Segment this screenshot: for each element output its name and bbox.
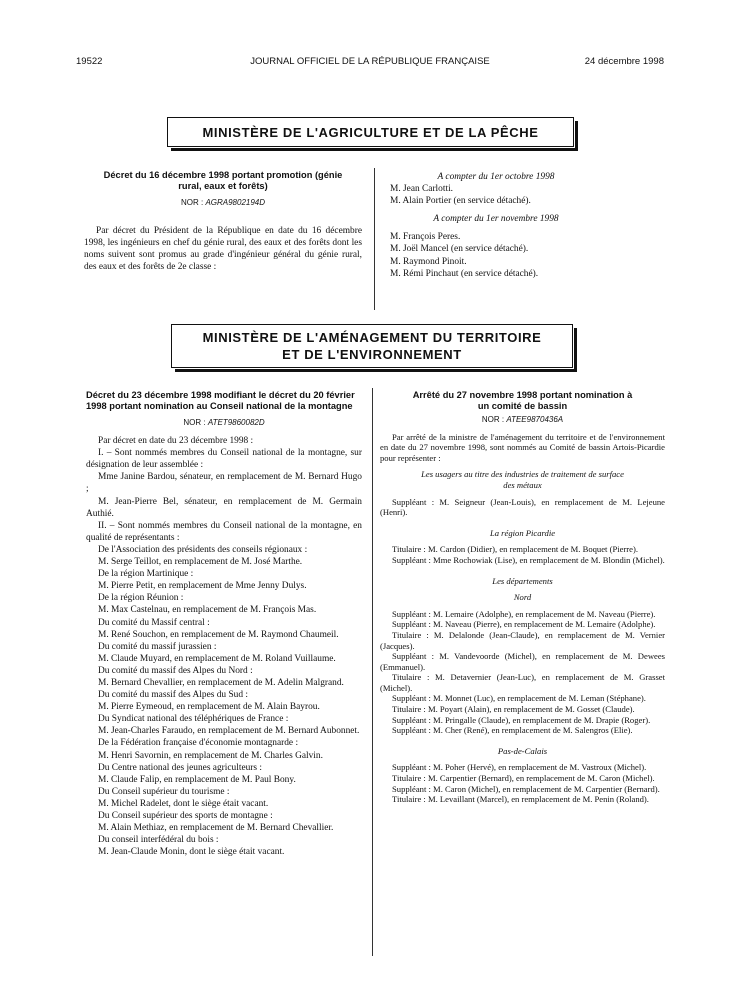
list-item: Titulaire : M. Carpentier (Bernard), en remplacement de M. Caron (Michel). xyxy=(392,773,655,784)
date-heading: A compter du 1er octobre 1998 xyxy=(437,172,555,182)
subheading: Les usagers au titre des industries de traitement de surface des métaux xyxy=(421,469,624,490)
paragraph: De la région Martinique : xyxy=(98,569,194,580)
list-item: Titulaire : M. Levaillant (Marcel), en remplacement de M. Penin (Roland). xyxy=(392,794,649,805)
nor-reference: NOR : ATEE9870436A xyxy=(481,415,564,424)
decree-body xyxy=(86,435,362,858)
paragraph: Du comité du massif des Alpes du Nord : xyxy=(98,665,253,676)
issue-date: 24 décembre 1998 xyxy=(584,56,664,67)
column-divider xyxy=(374,168,375,310)
list-item: Suppléant : Mme Rochowiak (Lise), en remplacement de M. Blondin (Michel). xyxy=(392,554,665,565)
list-item: Titulaire : M. Cardon (Didier), en remplacement de M. Boquet (Pierre). xyxy=(392,544,638,555)
paragraph: Par décret en date du 23 décembre 1998 : xyxy=(98,436,254,447)
paragraph: M. Max Castelnau, en remplacement de M. François Mas. xyxy=(98,605,317,616)
list-item: Suppléant : M. Vandevoorde (Michel), en remplacement de M. Dewees (Emmanuel). xyxy=(380,651,665,672)
subheading: Les départements xyxy=(492,575,553,586)
paragraph: De la Fédération française d'économie montagnarde : xyxy=(98,738,299,749)
paragraph: M. Pierre Petit, en remplacement de Mme Jenny Dulys. xyxy=(98,581,307,592)
decree-title: Arrêté du 27 novembre 1998 portant nomination à un comité de bassin xyxy=(412,390,633,411)
list-item: Suppléant : M. Seigneur (Jean-Louis), en remplacement de M. Lejeune (Henri). xyxy=(380,496,665,518)
list-item: Suppléant : M. Cher (René), en remplacement de M. Salengros (Elie). xyxy=(392,725,633,736)
list-item: Suppléant : M. Poher (Hervé), en remplacement de M. Vastroux (Michel). xyxy=(392,762,647,773)
paragraph: M. Michel Radelet, dont le siège était vacant. xyxy=(98,798,269,809)
decree-agriculture xyxy=(84,170,362,273)
paragraph: M. Jean-Pierre Bel, sénateur, en remplacement de M. Germain Authié. xyxy=(86,496,362,519)
ministry-title-line1: MINISTÈRE DE L'AMÉNAGEMENT DU TERRITOIRE xyxy=(202,330,542,345)
decree-title: Décret du 23 décembre 1998 modifiant le décret du 20 février 1998 portant nomination au Conseil national de la montagne xyxy=(86,390,355,411)
page-number: 19522 xyxy=(76,56,103,67)
list-item: M. Alain Portier (en service détaché). xyxy=(390,196,531,207)
arrete-comite-bassin xyxy=(380,390,665,805)
list-item: Titulaire : M. Poyart (Alain), en remplacement de M. Gosset (Claude). xyxy=(392,704,635,715)
paragraph: Du Syndicat national des téléphériques de France : xyxy=(98,714,289,725)
paragraph: M. René Souchon, en remplacement de M. Raymond Chaumeil. xyxy=(98,629,339,640)
paragraph: M. Henri Savornin, en remplacement de M. Charles Galvin. xyxy=(98,750,323,761)
ministry-title-line2: ET DE L'ENVIRONNEMENT xyxy=(282,347,462,362)
nor-reference: NOR : AGRA9802194D xyxy=(180,198,266,207)
subheading: La région Picardie xyxy=(489,527,556,538)
paragraph: Du Conseil supérieur des sports de montagne : xyxy=(98,811,273,821)
paragraph: M. Jean-Claude Monin, dont le siège était vacant. xyxy=(98,847,285,858)
subheading: Nord xyxy=(513,592,532,603)
paragraph: M. Serge Teillot, en remplacement de M. José Marthe. xyxy=(98,557,303,568)
paragraph: Du Centre national des jeunes agriculteurs : xyxy=(98,762,263,773)
paragraph: De la région Réunion : xyxy=(98,593,184,604)
paragraph: Du comité du Massif central : xyxy=(98,617,210,628)
list-item: Suppléant : M. Naveau (Pierre), en remplacement de M. Lemaire (Adolphe). xyxy=(392,619,656,630)
promotion-list xyxy=(390,171,602,280)
ministry-title: MINISTÈRE DE L'AGRICULTURE ET DE LA PÊCHE xyxy=(202,124,539,140)
list-item: M. François Peres. xyxy=(390,232,461,243)
paragraph: Du Conseil supérieur du tourisme : xyxy=(98,786,230,797)
list-item: M. Joël Mancel (en service détaché). xyxy=(390,244,529,255)
ministry-box-environnement xyxy=(171,324,573,368)
list-item: Titulaire : M. Delalonde (Jean-Claude), en remplacement de M. Vernier (Jacques). xyxy=(380,629,665,651)
decree-montagne xyxy=(86,390,362,858)
paragraph: De l'Association des présidents des conseils régionaux : xyxy=(98,544,308,555)
intro-paragraph: Par arrêté de la ministre de l'aménagement du territoire et de l'environnement en date du 27 novembre 1998, sont nommés au Comité de bassin Artois-Picardie pour représenter : xyxy=(380,431,665,463)
list-item: Suppléant : M. Pringalle (Claude), en remplacement de M. Drapie (Roger). xyxy=(392,714,651,725)
paragraph: Du comité du massif des Alpes du Sud : xyxy=(98,690,248,701)
list-item: Suppléant : M. Lemaire (Adolphe), en remplacement de M. Naveau (Pierre). xyxy=(392,608,656,619)
paragraph: M. Alain Methiaz, en remplacement de M. Bernard Chevallier. xyxy=(98,823,334,834)
subheading: Pas-de-Calais xyxy=(497,745,548,756)
list-item: M. Rémi Pinchaut (en service détaché). xyxy=(390,268,539,279)
list-item: Suppléant : M. Caron (Michel), en remplacement de M. Carpentier (Bernard). xyxy=(392,783,660,794)
list-item: M. Jean Carlotti. xyxy=(390,184,454,195)
paragraph: M. Jean-Charles Faraudo, en remplacement de M. Bernard Aubonnet. xyxy=(98,726,360,737)
list-item: M. Raymond Pinoit. xyxy=(390,256,467,267)
paragraph: I. – Sont nommés membres du Conseil national de la montagne, sur désignation de leur assemblée : xyxy=(86,448,362,471)
date-heading: A compter du 1er novembre 1998 xyxy=(433,214,559,225)
paragraph: II. – Sont nommés membres du Conseil national de la montagne, en qualité de représentants : xyxy=(86,520,362,543)
paragraph: M. Bernard Chevallier, en remplacement de M. Adelin Malgrand. xyxy=(98,677,344,688)
paragraph: M. Claude Falip, en remplacement de M. Paul Bony. xyxy=(98,774,296,785)
paragraph: Du conseil interfédéral du bois : xyxy=(98,835,219,846)
paragraph: Mme Janine Bardou, sénateur, en remplacement de M. Bernard Hugo ; xyxy=(86,472,362,495)
decree-title: Décret du 16 décembre 1998 portant promotion (génie rural, eaux et forêts) xyxy=(103,170,343,191)
paragraph: M. Claude Muyard, en remplacement de M. Roland Vuillaume. xyxy=(98,653,336,664)
nor-reference: NOR : ATET9860082D xyxy=(183,418,265,427)
paragraph: Du comité du massif jurassien : xyxy=(98,641,217,652)
decree-body: Par décret du Président de la République en date du 16 décembre 1998, les ingénieurs en chef du génie rural, des eaux et des forêts dont les noms suivent sont promus au grade d'ingénieur général du génie rural, des eaux et des forêts de 2e classe : xyxy=(84,226,362,273)
ministry-box-agriculture xyxy=(167,117,574,147)
paragraph: M. Pierre Eymeoud, en remplacement de M. Alain Bayrou. xyxy=(98,702,320,713)
list-item: Suppléant : M. Monnet (Luc), en remplacement de M. Leman (Stéphane). xyxy=(392,693,646,704)
column-divider xyxy=(372,388,373,956)
journal-title: JOURNAL OFFICIEL DE LA RÉPUBLIQUE FRANÇAISE xyxy=(250,56,490,67)
list-item: Titulaire : M. Detavernier (Jean-Luc), en remplacement de M. Grasset (Michel). xyxy=(380,672,665,693)
